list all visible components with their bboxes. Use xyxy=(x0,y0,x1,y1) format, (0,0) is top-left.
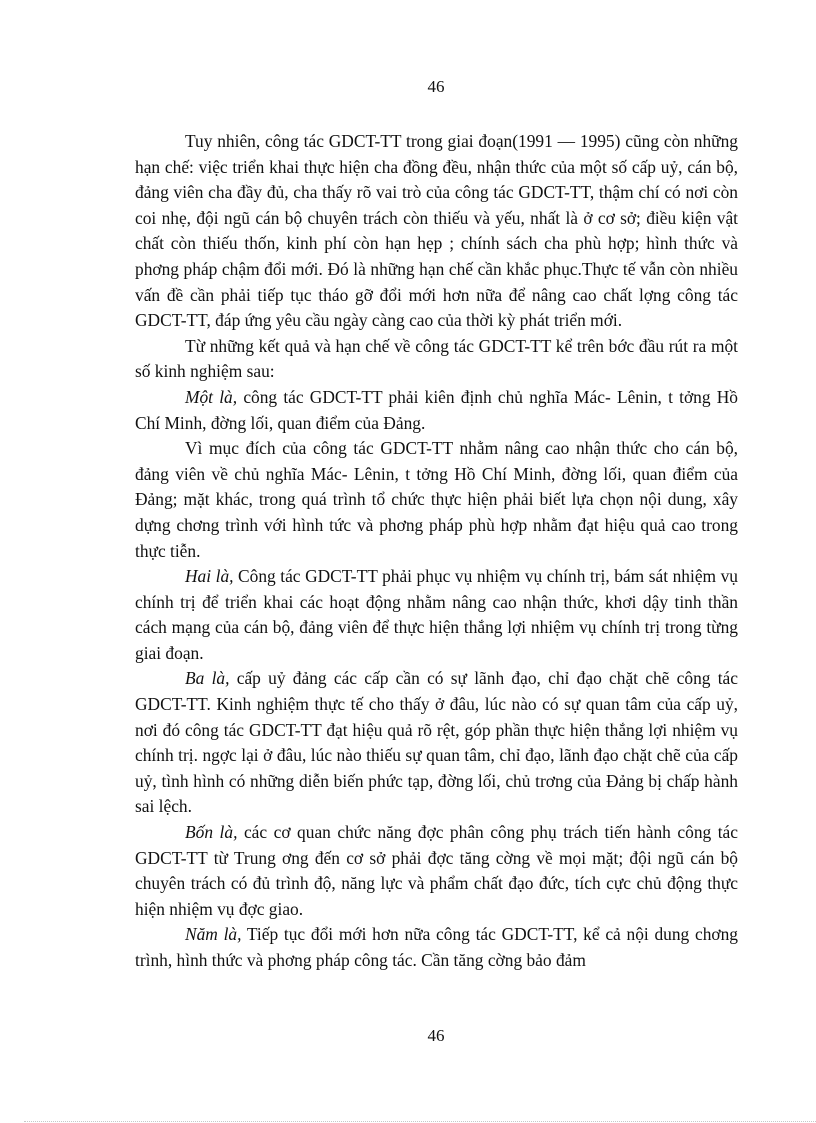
page-bottom-divider xyxy=(24,1121,816,1122)
paragraph xyxy=(135,385,738,436)
paragraph-text: Vì mục đích của công tác GDCT-TT nhằm nâng cao nhận thức cho cán bộ, đảng viên về chủ nghĩa Mác- Lênin, t tởng Hồ Chí Minh, đờng lối, quan điểm của Đảng; mặt khác, trong quá trình tổ chức thực hiện phải biết lựa chọn nội dung, xây dựng chơng trình với hình tức và phơng pháp phù hợp nhằm đạt hiệu quả cao trong thực tiễn. xyxy=(135,438,738,561)
paragraph-text: Công tác GDCT-TT phải phục vụ nhiệm vụ chính trị, bám sát nhiệm vụ chính trị để triển khai các hoạt động nhằm nâng cao nhận thức, khơi dậy tinh thần cách mạng của cán bộ, đảng viên để thực hiện thắng lợi nhiệm vụ chính trị trong từng giai đoạn. xyxy=(135,566,738,663)
paragraph-text: Tuy nhiên, công tác GDCT-TT trong giai đoạn(1991 — 1995) cũng còn những hạn chế: việc triển khai thực hiện cha đồng đều, nhận thức của một số cấp uỷ, cán bộ, đảng viên cha đầy đủ, cha thấy rõ vai trò của công tác GDCT-TT, thậm chí có nơi còn coi nhẹ, đội ngũ cán bộ chuyên trách còn thiếu và yếu, nhất là ở cơ sở; điều kiện vật chất còn thiếu thốn, kinh phí còn hạn hẹp ; chính sách cha phù hợp; hình thức và phơng pháp chậm đổi mới. Đó là những hạn chế cần khắc phục.Thực tế vẫn còn nhiều vấn đề cần phải tiếp tục tháo gỡ đổi mới hơn nữa để nâng cao chất lợng công tác GDCT-TT, đáp ứng yêu cầu ngày càng cao của thời kỳ phát triển mới. xyxy=(135,131,738,331)
page-number-top: 46 xyxy=(427,77,445,96)
paragraph xyxy=(135,564,738,666)
paragraph xyxy=(135,820,738,922)
paragraph-lead: Ba là, xyxy=(185,668,230,689)
paragraph-text: Tiếp tục đổi mới hơn nữa công tác GDCT-TT, kể cả nội dung chơng trình, hình thức và phơng pháp công tác. Cần tăng cờng bảo đảm xyxy=(135,924,738,970)
paragraph xyxy=(135,922,738,973)
paragraph-text: công tác GDCT-TT phải kiên định chủ nghĩa Mác- Lênin, t tởng Hồ Chí Minh, đờng lối, quan điểm của Đảng. xyxy=(135,386,738,433)
paragraph-text: Từ những kết quả và hạn chế về công tác GDCT-TT kể trên bớc đầu rút ra một số kinh nghiệm sau: xyxy=(135,335,738,382)
paragraph-lead: Năm là, xyxy=(185,924,242,945)
paragraph xyxy=(135,334,738,385)
paragraph xyxy=(135,129,738,334)
paragraph-text: cấp uỷ đảng các cấp cần có sự lãnh đạo, chỉ đạo chặt chẽ công tác GDCT-TT. Kinh nghiệm thực tế cho thấy ở đâu, lúc nào có sự quan tâm của cấp uỷ, nơi đó công tác GDCT-TT đạt hiệu quả rõ rệt, góp phần thực hiện thắng lợi nhiệm vụ chính trị. ngợc lại ở đâu, lúc nào thiếu sự quan tâm, chỉ đạo, lãnh đạo chặt chẽ của cấp uỷ, tình hình có những diễn biến phức tạp, đờng lối, chủ trơng của Đảng bị chấp hành sai lệch. xyxy=(135,668,738,817)
paragraph-lead: Một là, xyxy=(185,386,238,407)
paragraph xyxy=(135,436,738,564)
paragraph-lead: Hai là, xyxy=(185,566,234,587)
body-text xyxy=(135,129,738,974)
page-number-bottom: 46 xyxy=(427,1026,445,1045)
paragraph-text: các cơ quan chức năng đợc phân công phụ trách tiến hành công tác GDCT-TT từ Trung ơng đến cơ sở phải đợc tăng cờng về mọi mặt; đội ngũ cán bộ chuyên trách có đủ trình độ, năng lực và phẩm chất đạo đức, tích cực chủ động thực hiện nhiệm vụ đợc giao. xyxy=(135,822,738,919)
paragraph xyxy=(135,666,738,820)
paragraph-lead: Bốn là, xyxy=(185,822,238,843)
